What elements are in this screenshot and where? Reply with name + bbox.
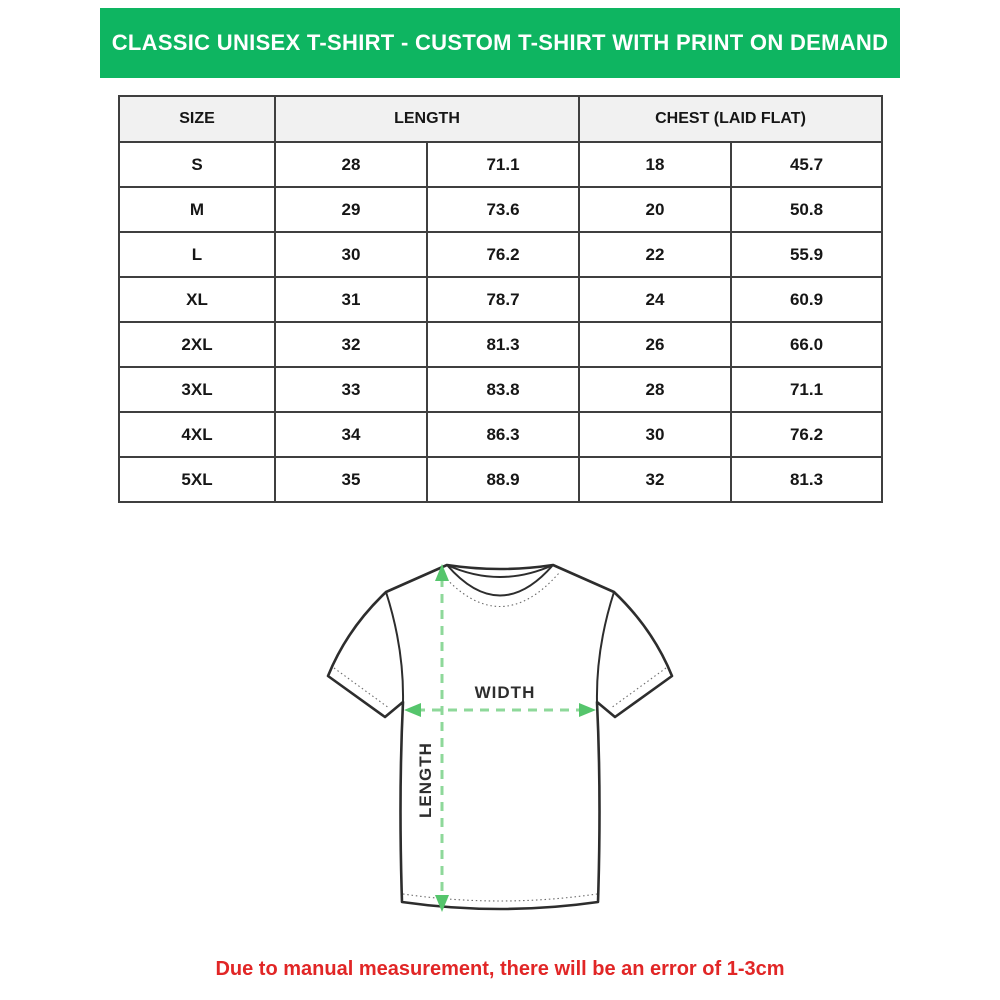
title-banner (100, 8, 900, 78)
size-table (118, 95, 883, 503)
chest-in-cell: 28 (579, 367, 731, 412)
table-row (119, 277, 882, 322)
chest-in-cell: 32 (579, 457, 731, 502)
disclaimer-text: Due to manual measurement, there will be an error of 1-3cm (215, 957, 785, 980)
header-chest: CHEST (LAID FLAT) (579, 96, 882, 142)
size-cell: XL (119, 277, 275, 322)
table-row (119, 142, 882, 187)
size-chart (118, 95, 883, 503)
length-in-cell: 34 (275, 412, 427, 457)
length-label: LENGTH (416, 742, 435, 818)
chest-cm-cell: 45.7 (731, 142, 882, 187)
length-cm-cell: 81.3 (427, 322, 579, 367)
size-cell: M (119, 187, 275, 232)
chest-cm-cell: 71.1 (731, 367, 882, 412)
length-cm-cell: 78.7 (427, 277, 579, 322)
width-label: WIDTH (474, 683, 536, 702)
length-in-cell: 28 (275, 142, 427, 187)
size-cell: S (119, 142, 275, 187)
chest-cm-cell: 60.9 (731, 277, 882, 322)
chest-in-cell: 18 (579, 142, 731, 187)
length-cm-cell: 88.9 (427, 457, 579, 502)
length-in-cell: 33 (275, 367, 427, 412)
chest-cm-cell: 76.2 (731, 412, 882, 457)
length-cm-cell: 83.8 (427, 367, 579, 412)
chest-cm-cell: 50.8 (731, 187, 882, 232)
table-row (119, 457, 882, 502)
table-row (119, 412, 882, 457)
chest-in-cell: 26 (579, 322, 731, 367)
size-cell: 5XL (119, 457, 275, 502)
tshirt-measurement-diagram (300, 540, 700, 940)
chest-cm-cell: 66.0 (731, 322, 882, 367)
tshirt-diagram-svg (300, 540, 700, 940)
length-cm-cell: 73.6 (427, 187, 579, 232)
measurement-disclaimer (0, 953, 1000, 985)
length-in-cell: 30 (275, 232, 427, 277)
chest-in-cell: 30 (579, 412, 731, 457)
size-cell: L (119, 232, 275, 277)
page-title: CLASSIC UNISEX T-SHIRT - CUSTOM T-SHIRT WITH PRINT ON DEMAND (111, 30, 889, 55)
table-row (119, 187, 882, 232)
chest-cm-cell: 55.9 (731, 232, 882, 277)
size-cell: 3XL (119, 367, 275, 412)
chest-in-cell: 22 (579, 232, 731, 277)
length-cm-cell: 71.1 (427, 142, 579, 187)
length-in-cell: 32 (275, 322, 427, 367)
chest-in-cell: 24 (579, 277, 731, 322)
size-cell: 4XL (119, 412, 275, 457)
length-cm-cell: 76.2 (427, 232, 579, 277)
size-cell: 2XL (119, 322, 275, 367)
length-cm-cell: 86.3 (427, 412, 579, 457)
length-in-cell: 35 (275, 457, 427, 502)
table-header-row (119, 96, 882, 142)
table-row (119, 232, 882, 277)
table-row (119, 322, 882, 367)
header-length: LENGTH (275, 96, 579, 142)
chest-cm-cell: 81.3 (731, 457, 882, 502)
length-in-cell: 31 (275, 277, 427, 322)
length-in-cell: 29 (275, 187, 427, 232)
table-row (119, 367, 882, 412)
tshirt-outline (328, 565, 672, 909)
header-size: SIZE (119, 96, 275, 142)
chest-in-cell: 20 (579, 187, 731, 232)
